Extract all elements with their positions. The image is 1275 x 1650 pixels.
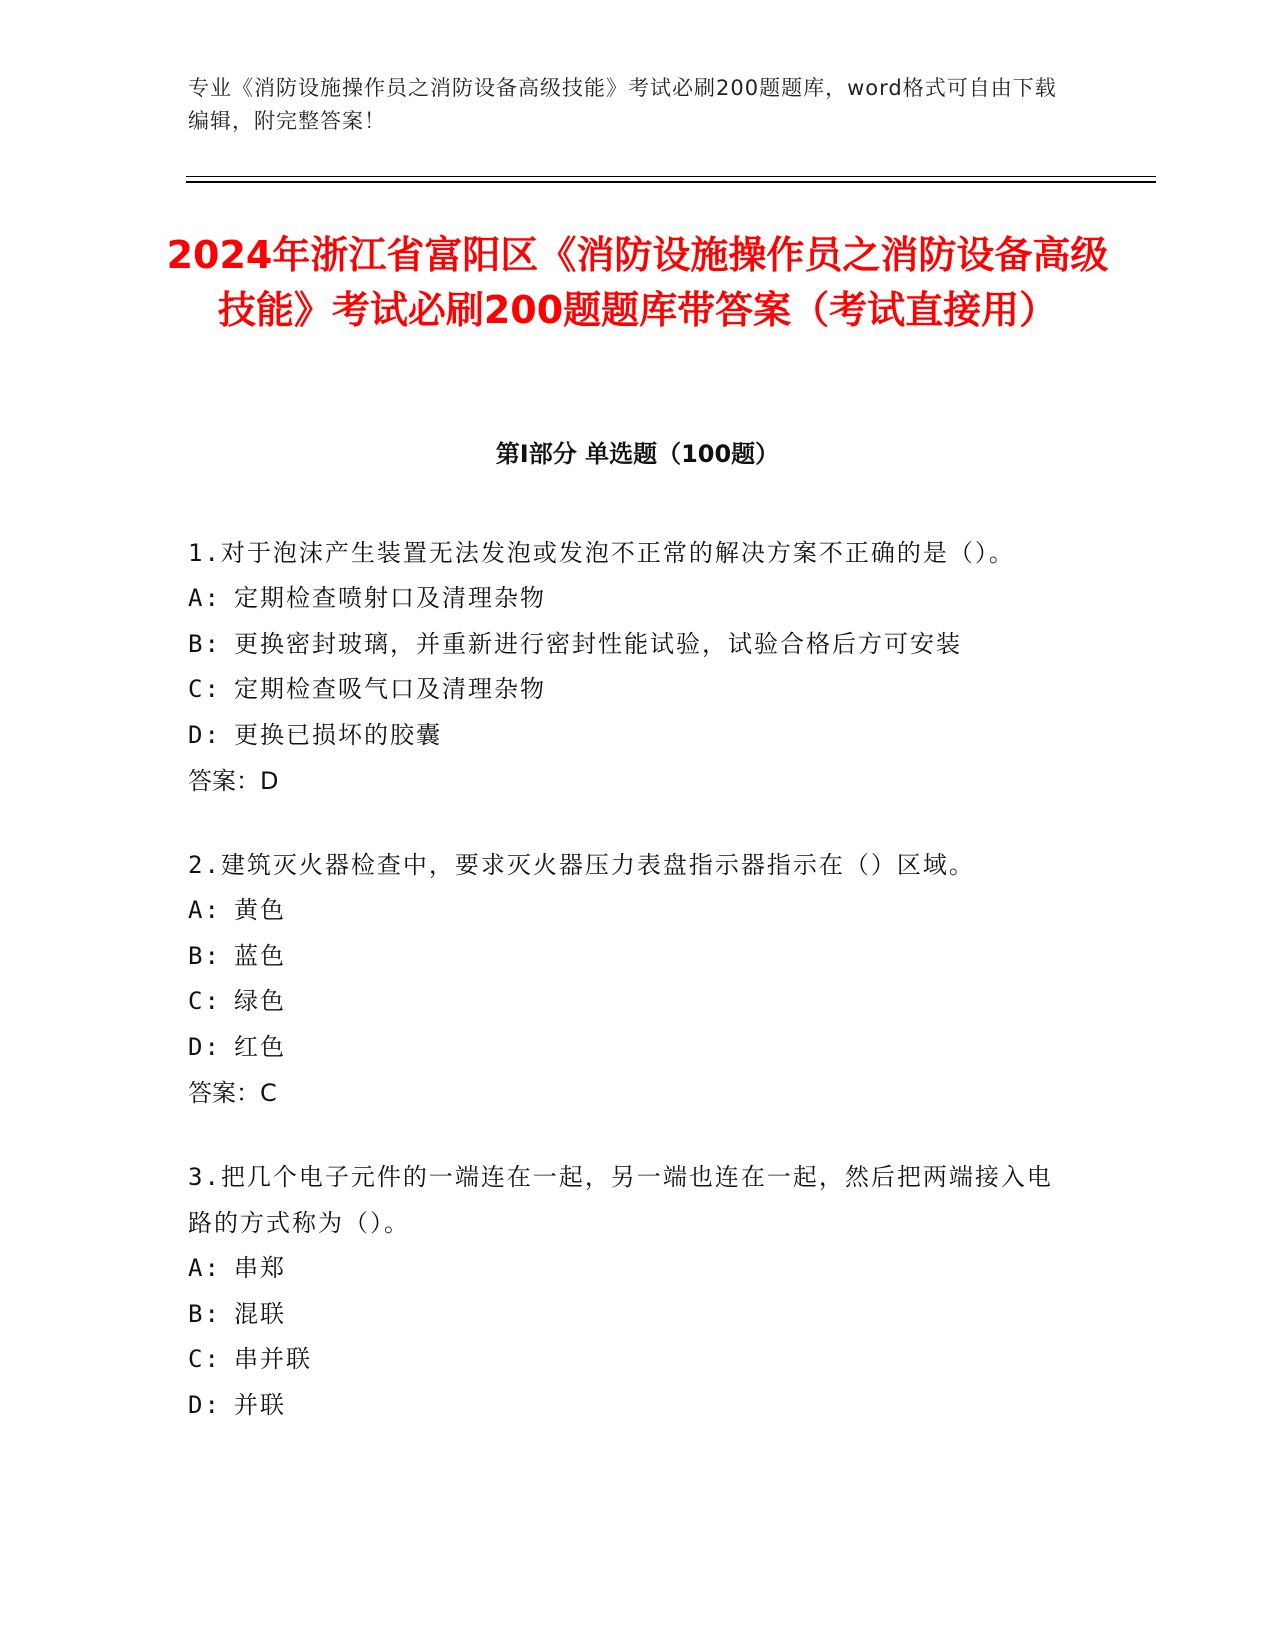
option-key: C: [188, 1345, 221, 1373]
document-title: 2024年浙江省富阳区《消防设施操作员之消防设备高级技能》考试必刷200题题库带答案（考试直接用） [166, 233, 1109, 332]
header-divider-thick [186, 181, 1156, 183]
question-text: 3.把几个电子元件的一端连在一起，另一端也连在一起，然后把两端接入电路的方式称为（）。 [188, 1163, 1053, 1237]
option-a [188, 576, 1068, 622]
question-text: 1.对于泡沫产生装置无法发泡或发泡不正常的解决方案不正确的是（）。 [188, 539, 1015, 567]
option-key: A: [188, 1254, 221, 1282]
option-b [188, 1292, 1068, 1338]
option-key: B: [188, 941, 221, 970]
option-text: 串郑 [234, 1254, 286, 1282]
option-c [188, 667, 1068, 713]
option-text: 混联 [234, 1299, 286, 1328]
option-text: 绿色 [234, 987, 286, 1015]
answer: 答案：D [188, 767, 279, 795]
option-text: 更换已损坏的胶囊 [234, 720, 442, 749]
option-text: 定期检查吸气口及清理杂物 [234, 675, 546, 703]
section-title: 第I部分 单选题（100题） [495, 440, 780, 468]
option-key: C: [188, 987, 221, 1015]
option-key: C: [188, 675, 221, 703]
option-text: 蓝色 [234, 941, 286, 970]
option-text: 红色 [234, 1032, 286, 1061]
option-a [188, 1246, 1068, 1292]
question-1 [188, 530, 1068, 804]
option-key: D: [188, 1390, 221, 1419]
option-b [188, 934, 1068, 980]
answer: 答案：C [188, 1079, 277, 1107]
option-d [188, 713, 1068, 759]
option-d [188, 1383, 1068, 1429]
option-key: A: [188, 896, 221, 924]
option-text: 定期检查喷射口及清理杂物 [234, 584, 546, 612]
option-text: 并联 [234, 1390, 286, 1419]
option-key: D: [188, 1032, 221, 1061]
option-c [188, 979, 1068, 1025]
question-3 [188, 1154, 1068, 1428]
option-text: 串并联 [234, 1345, 312, 1373]
option-key: A: [188, 584, 221, 612]
option-key: D: [188, 720, 221, 749]
header-divider-thin [186, 176, 1156, 177]
header-note: 专业《消防设施操作员之消防设备高级技能》考试必刷200题题库，word格式可自由下载编辑，附完整答案！ [188, 76, 1057, 133]
option-b [188, 622, 1068, 668]
option-key: B: [188, 629, 221, 658]
question-text: 2.建筑灭火器检查中，要求灭火器压力表盘指示器指示在（）区域。 [188, 851, 975, 879]
option-a [188, 888, 1068, 934]
option-d [188, 1025, 1068, 1071]
option-text: 黄色 [234, 896, 286, 924]
option-c [188, 1337, 1068, 1383]
question-2 [188, 842, 1068, 1116]
question-list [188, 530, 1068, 1466]
option-text: 更换密封玻璃，并重新进行密封性能试验，试验合格后方可安装 [234, 629, 962, 658]
option-key: B: [188, 1299, 221, 1328]
